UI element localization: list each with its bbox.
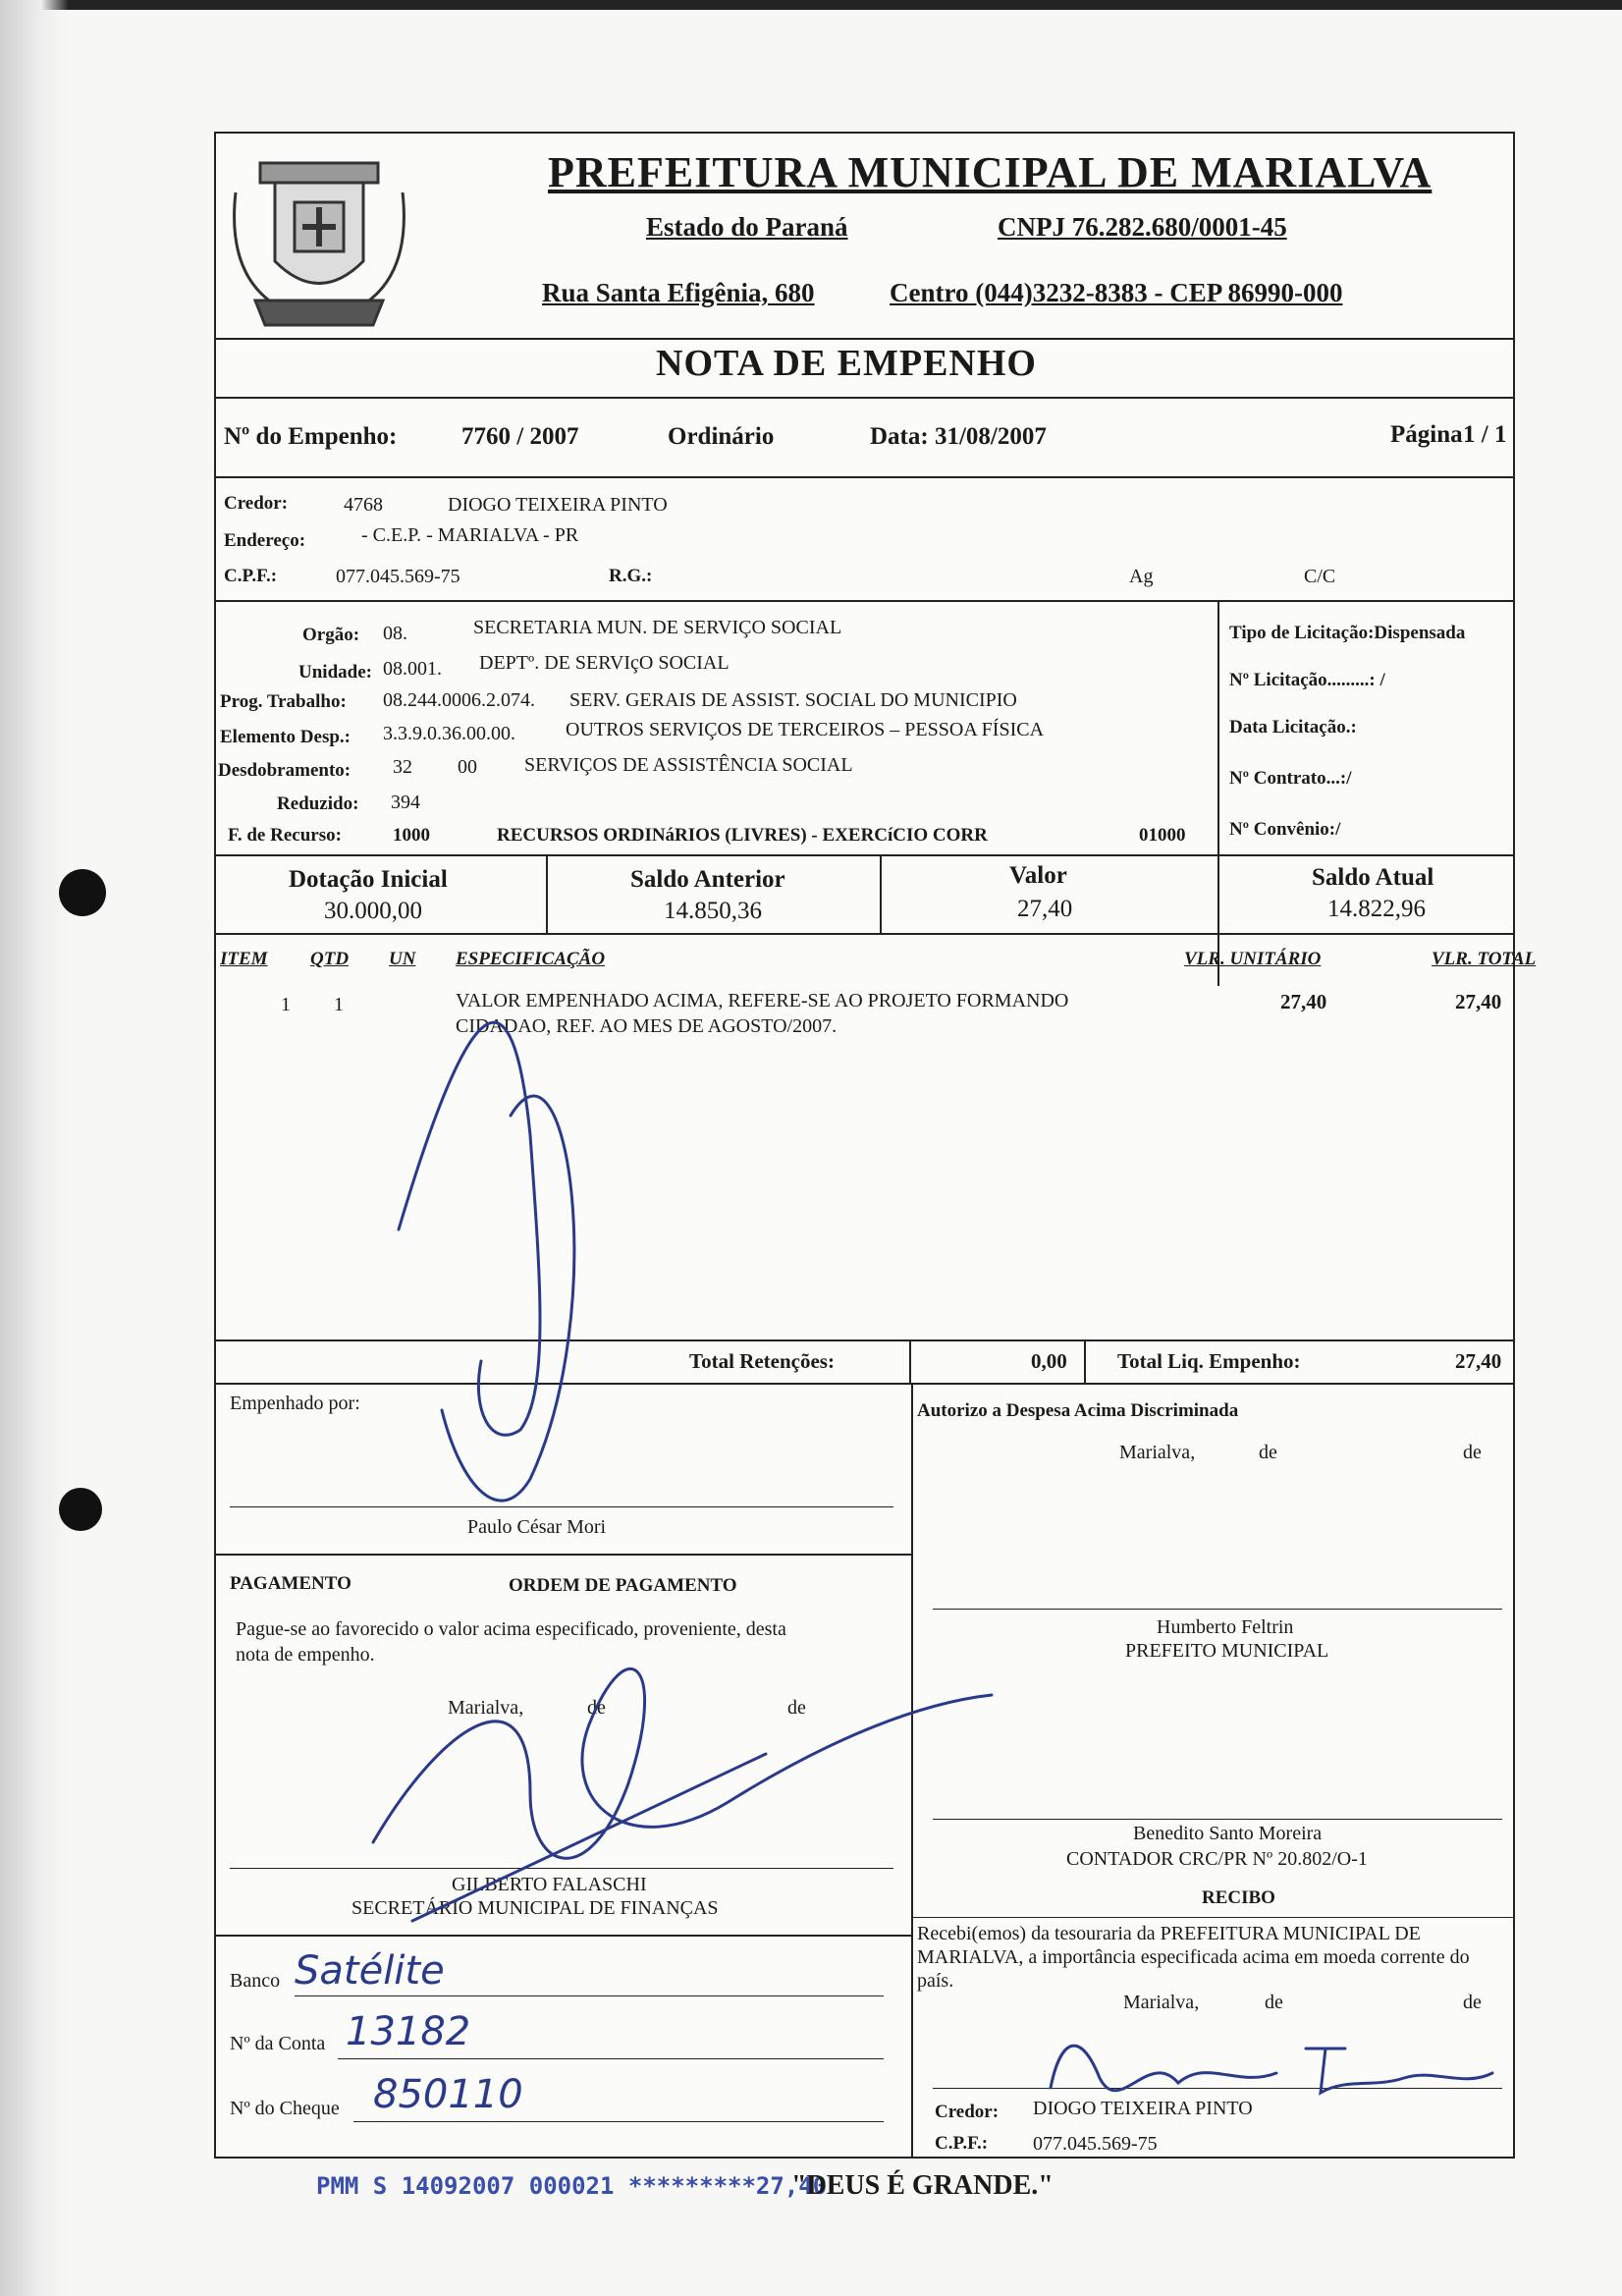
unidade-code: 08.001. — [383, 658, 442, 680]
empenho-type: Ordinário — [668, 423, 775, 450]
elemento-code: 3.3.9.0.36.00.00. — [383, 723, 515, 744]
recibo-credor-label: Credor: — [935, 2102, 1000, 2122]
recibo-text-3: país. — [917, 1970, 954, 1992]
processing-stamp: PMM S 14092007 000021 *********27,40 — [316, 2172, 828, 2200]
licitacao-data: Data Licitação.: — [1229, 717, 1357, 738]
item-qtd: 1 — [334, 994, 344, 1015]
credor-name: DIOGO TEIXEIRA PINTO — [448, 494, 668, 516]
item-vlr-total: 27,40 — [1455, 990, 1502, 1013]
signature-gilberto — [373, 1668, 992, 1921]
licitacao-tipo: Tipo de Licitação:Dispensada — [1229, 623, 1466, 643]
recibo-de-1: de — [1265, 1992, 1283, 2013]
col-vlr-total: VLR. TOTAL — [1432, 949, 1537, 969]
ordem-pagamento-label: ORDEM DE PAGAMENTO — [509, 1575, 737, 1596]
item-spec-line-1: VALOR EMPENHADO ACIMA, REFERE-SE AO PROJETO FORMANDO — [456, 990, 1069, 1011]
recibo-cpf-label: C.P.F.: — [935, 2133, 989, 2154]
reduzido-label: Reduzido: — [277, 793, 359, 814]
orgao-label: Orgão: — [302, 625, 360, 645]
saldo-anterior-label: Saldo Anterior — [630, 866, 785, 893]
col-vlr-unitario: VLR. UNITÁRIO — [1184, 949, 1322, 969]
recibo-credor-value: DIOGO TEIXEIRA PINTO — [1033, 2098, 1253, 2119]
autorizo-place: Marialva, — [1119, 1442, 1196, 1463]
page-title: PREFEITURA MUNICIPAL DE MARIALVA — [548, 148, 1433, 196]
recibo-cpf-value: 077.045.569-75 — [1033, 2133, 1158, 2155]
cheque-value: 850110 — [373, 2072, 523, 2117]
cc-label: C/C — [1304, 566, 1336, 587]
prefeito-role: PREFEITO MUNICIPAL — [1125, 1640, 1329, 1662]
banco-value: Satélite — [295, 1948, 445, 1994]
col-un: UN — [389, 949, 416, 969]
col-qtd: QTD — [310, 949, 350, 969]
handwritten-signatures — [216, 134, 1517, 2160]
retencoes-label: Total Retenções: — [689, 1349, 835, 1373]
empenhado-name: Paulo César Mori — [467, 1516, 607, 1538]
licitacao-numero: Nº Licitação.........: / — [1229, 670, 1385, 690]
col-especificacao: ESPECIFICAÇÃO — [456, 949, 606, 969]
prog-label: Prog. Trabalho: — [220, 691, 347, 712]
signature-diogo — [1051, 2046, 1492, 2093]
empenho-date: Data: 31/08/2007 — [870, 423, 1047, 450]
saldo-anterior-value: 14.850,36 — [664, 898, 762, 924]
recurso-label: F. de Recurso: — [228, 825, 342, 846]
state-name: Estado do Paraná — [646, 212, 848, 242]
orgao-value: SECRETARIA MUN. DE SERVIÇO SOCIAL — [473, 617, 842, 638]
orgao-code: 08. — [383, 623, 407, 644]
prog-value: SERV. GERAIS DE ASSIST. SOCIAL DO MUNICIPIO — [569, 689, 1017, 711]
total-liquido-value: 27,40 — [1455, 1349, 1502, 1373]
pagamento-text-1: Pague-se ao favorecido o valor acima especificado, proveniente, desta — [236, 1618, 786, 1640]
autorizo-de-1: de — [1259, 1442, 1277, 1463]
scan-top-edge — [0, 0, 1622, 10]
desdobramento-sub: 00 — [458, 756, 477, 778]
cpf-value: 077.045.569-75 — [336, 566, 460, 587]
recurso-code-2: 01000 — [1139, 825, 1186, 846]
desdobramento-value: SERVIÇOS DE ASSISTÊNCIA SOCIAL — [524, 754, 853, 776]
retencoes-value: 0,00 — [1031, 1349, 1067, 1373]
reduzido-value: 394 — [391, 792, 420, 813]
contador-name: Benedito Santo Moreira — [1133, 1823, 1323, 1844]
empenhado-label: Empenhado por: — [230, 1393, 360, 1414]
endereco-label: Endereço: — [224, 530, 306, 551]
conta-label: Nº da Conta — [230, 2033, 326, 2054]
page-number: 1 / 1 — [1463, 421, 1507, 448]
contact-address: Centro (044)3232-8383 - CEP 86990-000 — [890, 278, 1343, 307]
item-number: 1 — [281, 994, 291, 1015]
document-title: NOTA DE EMPENHO — [656, 343, 1037, 384]
convenio: Nº Convênio:/ — [1229, 819, 1341, 840]
valor-value: 27,40 — [1017, 896, 1073, 922]
desdobramento-label: Desdobramento: — [218, 760, 351, 781]
credor-label: Credor: — [224, 493, 289, 514]
recibo-text-2: MARIALVA, a importância especificada acima em moeda corrente do — [917, 1946, 1470, 1968]
recibo-de-2: de — [1463, 1992, 1482, 2013]
col-item: ITEM — [220, 949, 268, 969]
contador-role: CONTADOR CRC/PR Nº 20.802/O-1 — [1066, 1848, 1368, 1870]
total-liquido-label: Total Liq. Empenho: — [1117, 1349, 1301, 1373]
dotacao-value: 30.000,00 — [324, 898, 422, 924]
pagamento-label: PAGAMENTO — [230, 1573, 351, 1594]
credor-code: 4768 — [344, 494, 383, 516]
unidade-value: DEPTº. DE SERVIçO SOCIAL — [479, 652, 730, 674]
endereco-value: - C.E.P. - MARIALVA - PR — [361, 524, 579, 546]
rg-label: R.G.: — [609, 566, 653, 586]
secretario-name: GILBERTO FALASCHI — [452, 1874, 647, 1895]
punch-hole-bottom — [59, 1488, 102, 1531]
recurso-value: RECURSOS ORDINáRIOS (LIVRES) - EXERCíCIO CORR — [497, 825, 988, 846]
elemento-label: Elemento Desp.: — [220, 727, 351, 747]
autorizo-label: Autorizo a Despesa Acima Discriminada — [917, 1400, 1239, 1421]
pagamento-de-2: de — [787, 1697, 806, 1719]
conta-value: 13182 — [346, 2009, 471, 2054]
footer-motto: "DEUS É GRANDE." — [791, 2170, 1054, 2201]
cheque-label: Nº do Cheque — [230, 2098, 340, 2119]
prefeito-name: Humberto Feltrin — [1157, 1616, 1294, 1638]
saldo-atual-label: Saldo Atual — [1312, 864, 1434, 891]
recibo-label: RECIBO — [1202, 1887, 1275, 1908]
autorizo-de-2: de — [1463, 1442, 1482, 1463]
contrato: Nº Contrato...:/ — [1229, 768, 1352, 789]
recibo-text-1: Recebi(emos) da tesouraria da PREFEITURA MUNICIPAL DE — [917, 1923, 1421, 1944]
item-spec-line-2: CIDADAO, REF. AO MES DE AGOSTO/2007. — [456, 1015, 838, 1037]
page-label: Página — [1390, 421, 1463, 448]
item-vlr-unitario: 27,40 — [1280, 990, 1327, 1013]
nota-de-empenho-form — [214, 132, 1537, 2159]
valor-label: Valor — [1009, 862, 1067, 889]
pagamento-de-1: de — [587, 1697, 606, 1719]
prog-code: 08.244.0006.2.074. — [383, 689, 535, 711]
banco-label: Banco — [230, 1970, 281, 1992]
pagamento-place: Marialva, — [448, 1697, 524, 1719]
cpf-label: C.P.F.: — [224, 566, 278, 586]
empenho-number: 7760 / 2007 — [461, 423, 579, 450]
pagamento-text-2: nota de empenho. — [236, 1644, 375, 1666]
unidade-label: Unidade: — [298, 662, 372, 683]
secretario-role: SECRETÁRIO MUNICIPAL DE FINANÇAS — [351, 1897, 719, 1919]
cnpj: CNPJ 76.282.680/0001-45 — [998, 212, 1287, 242]
recurso-code: 1000 — [393, 825, 430, 846]
ag-label: Ag — [1129, 566, 1154, 587]
saldo-atual-value: 14.822,96 — [1327, 896, 1426, 922]
dotacao-label: Dotação Inicial — [289, 866, 448, 893]
punch-hole-top — [59, 869, 106, 916]
desdobramento-code: 32 — [393, 756, 412, 778]
empenho-label: Nº do Empenho: — [224, 423, 398, 450]
signature-paulo — [399, 1022, 574, 1501]
elemento-value: OUTROS SERVIÇOS DE TERCEIROS – PESSOA FÍSICA — [566, 719, 1045, 740]
street-address: Rua Santa Efigênia, 680 — [542, 278, 815, 307]
scan-left-shadow — [0, 0, 69, 2296]
recibo-place: Marialva, — [1123, 1992, 1200, 2013]
